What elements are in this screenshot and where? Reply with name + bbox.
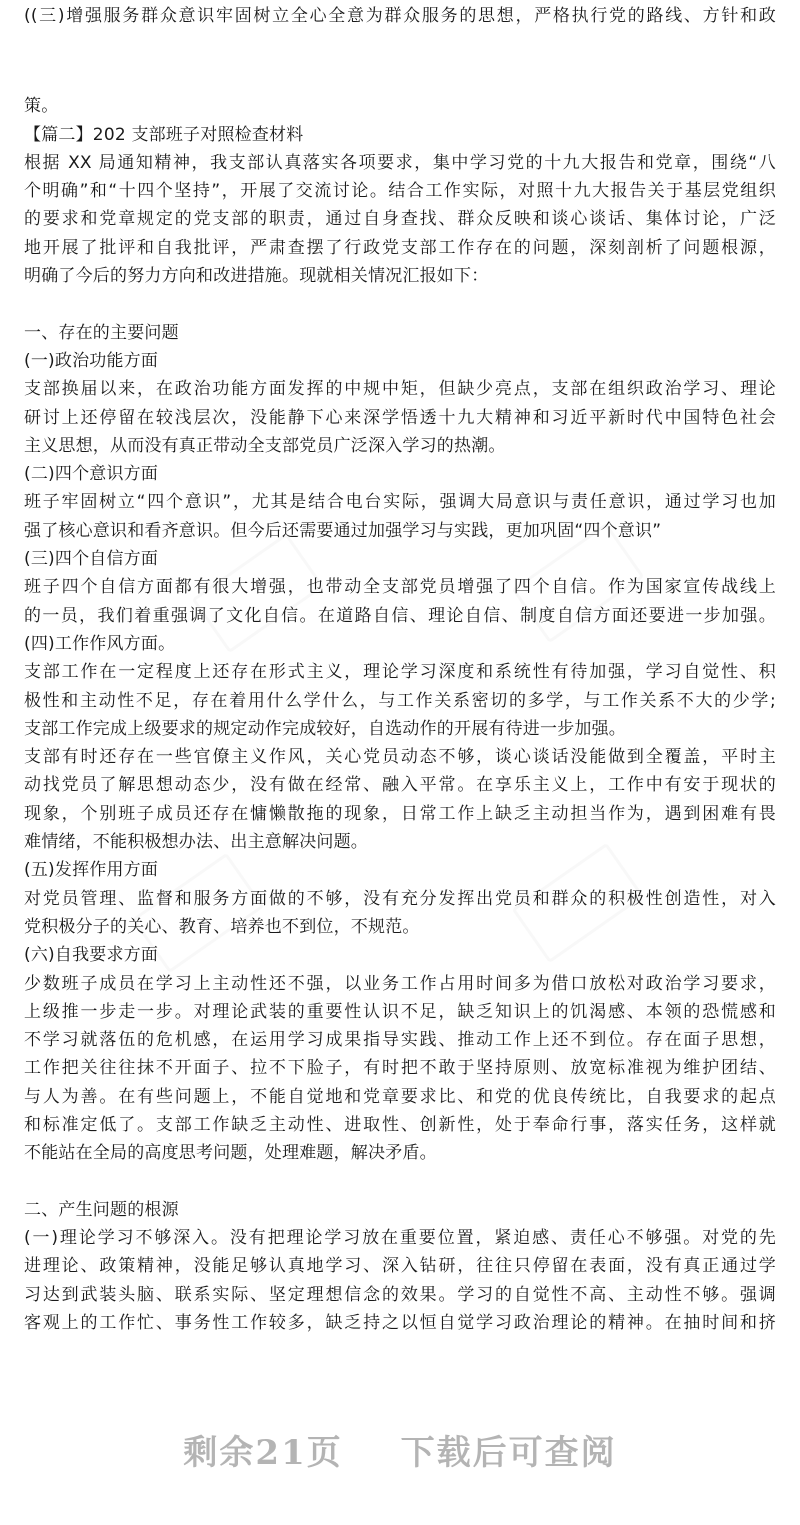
- text-line: 个明确”和“十四个坚持”，开展了交流讨论。结合工作实际，对照十九大报告关于基层党组织: [24, 181, 776, 202]
- download-to-read-text[interactable]: 下载后可查阅: [400, 1433, 617, 1473]
- subsection-title: (五)发挥作用方面: [24, 860, 159, 881]
- text-line: 进理论、政策精神，没能足够认真地学习、深入钻研，往往只停留在表面，没有真正通过学: [24, 1256, 776, 1277]
- section-title: 二、产生问题的根源: [24, 1199, 179, 1220]
- text-line: 对党员管理、监督和服务方面做的不够，没有充分发挥出党员和群众的积极性创造性，对入: [24, 888, 776, 909]
- text-line: 的要求和党章规定的党支部的职责，通过自身查找、群众反映和谈心谈话、集体讨论，广泛: [24, 209, 776, 230]
- text-line: 客观上的工作忙、事务性工作较多，缺乏持之以恒自觉学习政治理论的精神。在抽时间和挤: [24, 1313, 776, 1334]
- download-footer[interactable]: [0, 1425, 800, 1474]
- text-line: 习达到武装头脑、联系实际、坚定理想信念的效果。学习的自觉性不高、主动性不够。强调: [24, 1284, 776, 1305]
- text-line: 支部有时还存在一些官僚主义作风，关心党员动态不够，谈心谈话没能做到全覆盖，平时主: [24, 747, 776, 768]
- text-line: (一)理论学习不够深入。没有把理论学习放在重要位置，紧迫感、责任心不够强。对党的先: [24, 1228, 776, 1249]
- text-line: 策。: [24, 96, 59, 117]
- text-line: 极性和主动性不足，存在着用什么学什么，与工作关系密切的多学，与工作关系不大的少学;: [24, 690, 776, 711]
- text-line: 现象，个别班子成员还存在慵懒散拖的现象，日常工作上缺乏主动担当作为，遇到困难有畏: [24, 803, 776, 824]
- text-line: 不能站在全局的高度思考问题，处理难题，解决矛盾。: [24, 1143, 437, 1164]
- text-line: 主义思想，从而没有真正带动全支部党员广泛深入学习的热潮。: [24, 435, 506, 456]
- text-line: 不学习就落伍的危机感，在运用学习成果指导实践、推动工作上还不到位。存在面子思想，: [24, 1030, 776, 1051]
- text-line: 的一员，我们着重强调了文化自信。在道路自信、理论自信、制度自信方面还要进一步加强。: [24, 605, 776, 626]
- text-line: 少数班子成员在学习上主动性还不强，以业务工作占用时间多为借口放松对政治学习要求，: [24, 973, 776, 994]
- text-line: 班子四个自信方面都有很大增强，也带动全支部党员增强了四个自信。作为国家宣传战线上: [24, 577, 776, 598]
- subsection-title: (一)政治功能方面: [24, 350, 159, 371]
- text-line: 难情绪，不能积极想办法、出主意解决问题。: [24, 832, 368, 853]
- text-line: 强了核心意识和看齐意识。但今后还需要通过加强学习与实践，更加巩固“四个意识”: [24, 520, 662, 541]
- text-line: ((三)增强服务群众意识牢固树立全心全意为群众服务的思想，严格执行党的路线、方针和政: [24, 6, 776, 26]
- section-title: 一、存在的主要问题: [24, 322, 179, 343]
- part-heading: 【篇二】202 支部班子对照检查材料: [24, 124, 304, 145]
- text-line: 地开展了批评和自我批评，严肃查摆了行政党支部工作存在的问题，深刻剖析了问题根源，: [24, 237, 776, 258]
- text-line: 支部工作在一定程度上还存在形式主义，理论学习深度和系统性有待加强，学习自觉性、积: [24, 662, 776, 683]
- text-line: 根据 XX 局通知精神，我支部认真落实各项要求，集中学习党的十九大报告和党章，围绕“八: [24, 152, 776, 173]
- text-line: 工作把关往往抹不开面子、拉不下脸子，有时把不敢于坚持原则、放宽标准视为维护团结、: [24, 1058, 776, 1079]
- text-line: 支部工作完成上级要求的规定动作完成较好，自选动作的开展有待进一步加强。: [24, 718, 626, 739]
- text-line: 与人为善。在有些问题上，不能自觉地和党章要求比、和党的优良传统比，自我要求的起点: [24, 1086, 776, 1107]
- text-line: 研讨上还停留在较浅层次，没能静下心来深学悟透十九大精神和习近平新时代中国特色社会: [24, 407, 776, 428]
- text-line: 党积极分子的关心、教育、培养也不到位，不规范。: [24, 916, 420, 937]
- text-line: 上级推一步走一步。对理论武装的重要性认识不足，缺乏知识上的饥渴感、本领的恐慌感和: [24, 1001, 776, 1022]
- text-line: 和标准定低了。支部工作缺乏主动性、进取性、创新性，处于奉命行事，落实任务，这样就: [24, 1114, 776, 1135]
- text-line: 班子牢固树立“四个意识”，尤其是结合电台实际，强调大局意识与责任意识，通过学习也加: [24, 492, 776, 513]
- subsection-title: (四)工作作风方面。: [24, 633, 176, 654]
- text-line: 支部换届以来，在政治功能方面发挥的中规中矩，但缺少亮点，支部在组织政治学习、理论: [24, 379, 776, 400]
- subsection-title: (二)四个意识方面: [24, 464, 159, 485]
- subsection-title: (三)四个自信方面: [24, 549, 159, 570]
- subsection-title: (六)自我要求方面: [24, 945, 159, 966]
- document-body: [24, 2, 776, 1337]
- remaining-pages-text: 剩余21页: [183, 1433, 343, 1473]
- text-line: 明确了今后的努力方向和改进措施。现就相关情况汇报如下：: [24, 266, 489, 287]
- text-line: 动找党员了解思想动态少，没有做在经常、融入平常。在享乐主义上，工作中有安于现状的: [24, 775, 776, 796]
